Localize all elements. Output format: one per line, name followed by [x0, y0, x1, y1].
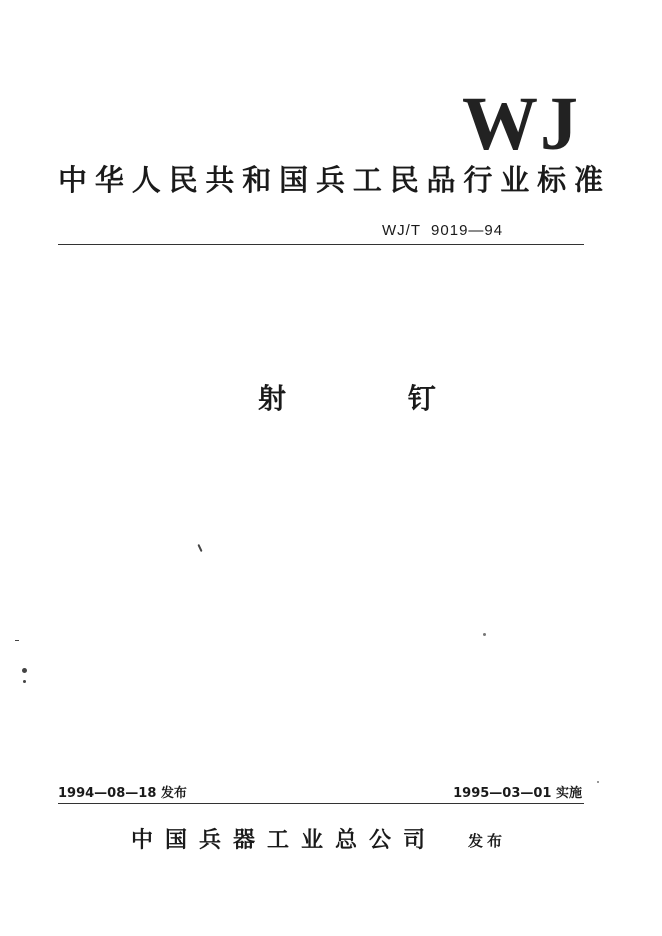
- standard-number: WJ/T 9019—94: [382, 222, 504, 239]
- issue-date: 1994—08—18 发布: [58, 786, 187, 801]
- document-title: 射 钉: [258, 382, 492, 415]
- publish-label: 发布: [468, 832, 507, 850]
- implementation-date: 1995—03—01 实施: [453, 786, 582, 801]
- scan-speck: [15, 640, 19, 641]
- bottom-divider: [58, 803, 584, 804]
- scan-speck: [483, 633, 486, 636]
- standard-title: 中华人民共和国兵工民品行业标准: [58, 163, 604, 197]
- top-divider: [58, 244, 584, 245]
- scan-speck: [597, 781, 599, 783]
- scan-speck: [197, 544, 202, 552]
- scan-speck: [23, 680, 26, 683]
- wj-logo: WJ: [462, 82, 580, 166]
- scan-speck: [22, 668, 27, 673]
- publisher-name: 中国兵器工业总公司: [131, 827, 438, 853]
